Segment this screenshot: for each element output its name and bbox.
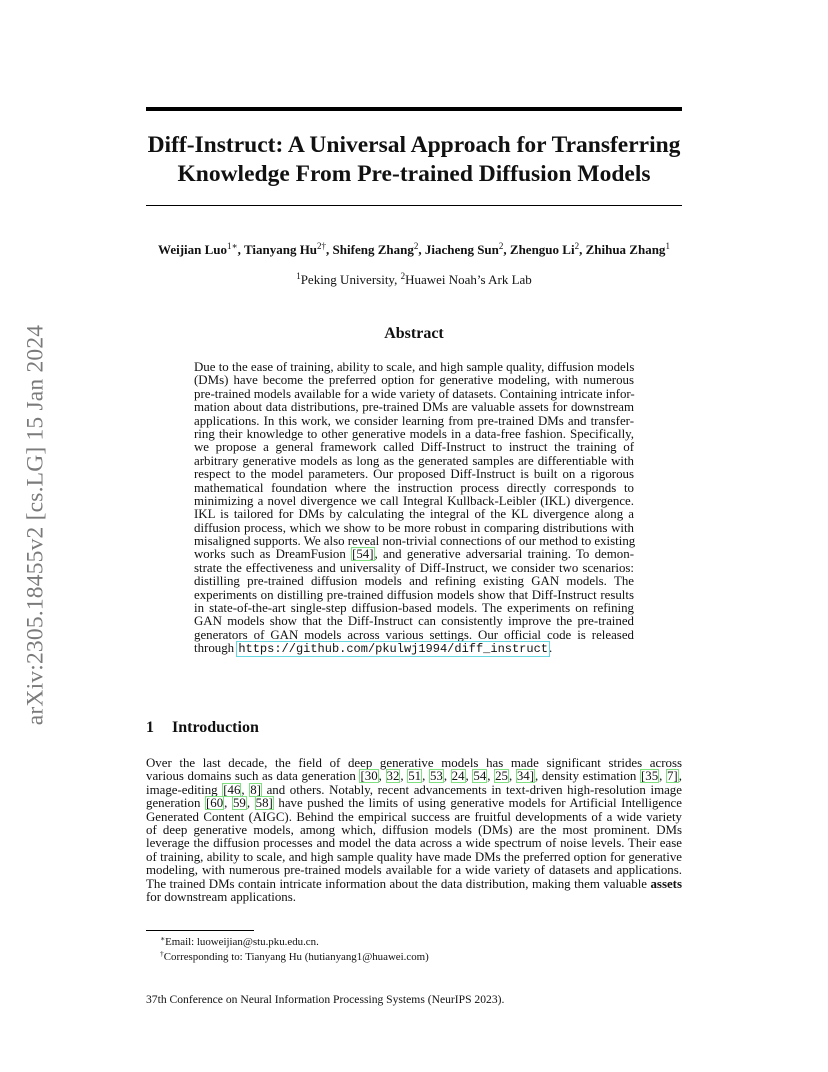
intro-line: Generated Content (AIGC). Behind the empirical success are fruitful developments of a wide variety [146,809,682,824]
author-affiliation-mark: 1 [665,241,670,251]
intro-text: image-editing [146,782,223,797]
abstract-text: , and generative adversarial training. To demon- [374,547,634,562]
paper-title [146,131,682,189]
abstract-line: mathematical foundation where the instruction process directly corresponds to [194,480,634,495]
abstract-line: respect to the model parameters. Our proposed Diff-Instruct is built on a rigorous [194,467,634,482]
affiliations [146,271,682,288]
citation-link[interactable]: [30 [360,769,378,784]
author-name: Weijian Luo [158,242,228,257]
abstract-line: ring their knowledge to other generative models in a data-free fashion. Specifically, [194,426,634,441]
abstract-text: through [194,641,238,656]
intro-line: generation [60, 59, 58] have pushed the limits of using generative models for Artificial Intelligence [146,796,682,811]
citation-link[interactable]: [46 [223,782,241,797]
abstract-line: we propose a general framework called Diff-Instruct to instruct the training of [194,440,634,455]
title-bottom-rule [146,205,682,206]
abstract-line: IKL is tailored for DMs by calculating the integral of the KL divergence along a [194,507,634,522]
citation-link[interactable]: 8] [250,782,261,797]
abstract-line: in state-of-the-art single-step diffusion-based models. The experiments on refining [194,601,634,616]
footnote-corresponding [160,949,429,963]
footnote-mark: ∗ [160,934,166,943]
affiliation-1: Peking University, [300,272,401,287]
citation-link[interactable]: [54] [352,547,374,562]
intro-line [146,878,682,891]
author-affiliation-mark: 2 [413,241,419,251]
abstract-line: (DMs) have become the preferred option for generative modeling, with numerous [194,373,634,388]
footnote-email [160,934,319,948]
affiliation-mark: 1 [296,271,301,281]
bold-term: assets [650,876,682,891]
citation-link[interactable]: 51 [408,769,422,784]
section-number: 1 [146,719,154,736]
author-affiliation-mark: 2 [498,241,504,251]
intro-line: of training, ability to scale, and high sample quality have made DMs the preferred option for generative [146,849,682,864]
abstract-text: works such as DreamFusion [194,547,352,562]
citation-link[interactable]: 58] [255,796,273,811]
abstract-line: misaligned supports. We also reveal non-trivial connections of our method to existing [194,534,636,549]
abstract-line: experiments on distilling pre-trained diffusion models show that Diff-Instruct results [194,587,634,602]
abstract-line: applications. In this work, we consider learning from pre-trained DMs and transfer- [194,413,634,428]
intro-text: , [678,769,682,784]
abstract-line: diffusion process, which we show to be more robust in comparing distributions with [194,520,634,535]
author-affiliation-mark: 1∗ [227,241,238,251]
abstract-text: . [548,641,553,656]
title-top-rule [146,107,682,111]
author-name: Zhihua Zhang [585,242,666,257]
intro-text: , density estimation [535,769,640,784]
abstract-line [194,548,634,561]
footnote-text: Corresponding to: Tianyang Hu (hutianyang1@huawei.com) [163,951,429,963]
citation-link[interactable]: 59 [232,796,246,811]
author-name: Jiacheng Sun [424,242,499,257]
intro-text: generation [146,796,205,811]
citation-link[interactable]: 54 [473,769,487,784]
abstract-line [194,642,634,655]
abstract-line: pre-trained models available for a wide variety of datasets. Containing intricate infor- [194,386,635,401]
footnote-text: Email: luoweijian@stu.pku.edu.cn. [165,936,319,948]
intro-line: Over the last decade, the field of deep generative models has made significant strides across [146,756,682,770]
affiliation-2: Huawei Noah’s Ark Lab [405,272,532,287]
author-name: Zhenguo Li [509,242,575,257]
citation-link[interactable]: 53 [429,769,443,784]
abstract-line: generators of GAN models across various settings. Our official code is released [194,627,634,642]
author-affiliation-mark: 2 [574,241,580,251]
title-line-1: Diff-Instruct: A Universal Approach for Transferring [147,132,681,158]
introduction-body [146,757,682,904]
section-title: Introduction [172,719,259,736]
intro-text: and others. Notably, recent advancements in text-driven high-resolution image [261,782,682,797]
author-name: Shifeng Zhang [332,242,414,257]
citation-link[interactable]: [35 [640,769,659,784]
abstract-line: GAN models show that the Diff-Instruct can consistently improve the pre-trained [194,614,634,629]
abstract-line: distilling pre-trained diffusion models and refining existing GAN models. The [194,574,634,589]
citation-link[interactable]: [60 [205,796,224,811]
code-url-link[interactable]: https://github.com/pkulwj1994/diff_instruct [238,642,548,657]
citation-link[interactable]: 34] [516,769,534,784]
intro-line: modeling, with numerous pre-trained models available for a wide variety of datasets and applications. [146,863,682,878]
title-line-2: Knowledge From Pre-trained Diffusion Models [177,161,651,187]
abstract-line: arbitrary generative models as long as the generated samples are differentiable with [194,453,634,468]
intro-line: of deep generative models, among which, diffusion models (DMs) are the most prominent. DMs [146,822,682,837]
citation-link[interactable]: 25 [495,769,508,784]
abstract-heading: Abstract [384,325,444,342]
intro-text: The trained DMs contain intricate information about the data distribution, making them valuable [146,876,651,891]
citation-link[interactable]: 24 [451,769,465,784]
abstract-line: minimizing a novel divergence we call Integral Kullback-Leibler (IKL) divergence. [194,493,634,508]
author-name: Tianyang Hu [243,242,318,257]
arxiv-identifier-margin [12,290,60,760]
abstract-line: mation about data distributions, pre-trained DMs are valuable assets for downstream [194,400,634,415]
section-heading [146,719,259,737]
author-list: Weijian Luo$^{1∗}$, Tianyang $Hu^{2\dagger}$, Shifeng Zhang$^2$, Jiacheng Sun$^2$, Zhenguo Li$^2$, Zhihua Zhang$^1$ [158,241,670,257]
conference-footer: 37th Conference on Neural Information Processing Systems (NeurIPS 2023). [146,993,505,1006]
affiliation-mark: 2 [400,271,406,281]
abstract-line: Due to the ease of training, ability to scale, and high sample quality, diffusion models [194,360,635,374]
abstract-body [194,361,634,656]
intro-line: leverage the diffusion processes and model the data across a wide spectrum of noise levels. Their ease [146,836,682,851]
citation-link[interactable]: 7] [666,769,678,784]
arxiv-identifier: arXiv:2305.18455v2 [cs.LG] 15 Jan 2024 [22,324,49,726]
intro-line: various domains such as data generation [30, 32, 51, 53, 24, 54, 25, 34], density estimation [35, 7], [146,769,682,784]
footnote-mark: † [160,949,164,958]
intro-line: for downstream applications. [146,889,296,904]
intro-text: various domains such as data generation [146,769,360,784]
author-affiliation-mark: 2† [317,241,327,251]
intro-line: image-editing [46, 8] and others. Notably, recent advancements in text-driven high-resolution image [146,782,682,797]
abstract-line: strate the effectiveness and universality of Diff-Instruct, we consider two scenarios: [194,560,634,575]
footnote-rule [146,930,254,931]
citation-link[interactable]: 32 [386,769,400,784]
intro-text: have pushed the limits of using generative models for Artificial Intelligence [273,796,682,811]
